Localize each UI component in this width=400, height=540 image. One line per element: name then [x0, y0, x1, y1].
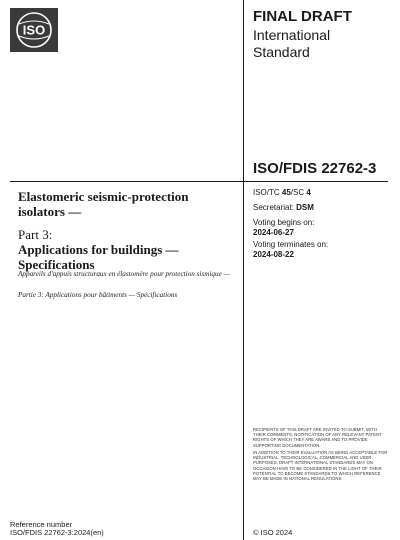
patent-notice: RECIPIENTS OF THIS DRAFT ARE INVITED TO SUBMIT, WITH THEIR COMMENTS, NOTIFICATION OF ANY RELEVANT PATENT RIGHTS OF WHICH THEY ARE AWARE AND TO PROVIDE SUPPORTING DOCUMENTATION.: [253, 427, 382, 448]
voting-begins-date: 2024-06-27: [253, 228, 294, 237]
committee-prefix: ISO/TC: [253, 188, 282, 197]
part-title: Applications for buildings — Specifications: [18, 242, 179, 272]
secretariat-value: DSM: [296, 203, 314, 212]
voting-terminates-label: Voting terminates on:: [253, 240, 329, 249]
committee-sep: /SC: [290, 188, 307, 197]
vertical-divider: [243, 0, 244, 540]
regulation-notice: IN ADDITION TO THEIR EVALUATION AS BEING ACCEPTABLE FOR INDUSTRIAL, TECHNOLOGICAL, COMMERCIAL AND USER PURPOSES, DRAFT INTERNATIONAL STANDARDS MAY ON OCCASION HAVE TO BE CONSIDERED IN THE LIGHT OF THEIR POTENTIAL TO BECOME STANDARDS TO WHICH REFERENCE MAY BE MADE IN NATIONAL REGULATIONS.: [253, 450, 388, 482]
committee: [253, 188, 393, 198]
committee-sc: 4: [306, 188, 311, 197]
french-main-title: Appareils d'appuis structuraux en élastomère pour protection sismique —: [18, 270, 230, 278]
iso-logo: [10, 8, 58, 52]
copyright: © ISO 2024: [253, 528, 293, 537]
document-number: ISO/FDIS 22762-3: [253, 160, 377, 177]
voting-terminates-date: 2024-08-22: [253, 250, 294, 259]
secretariat: [253, 203, 393, 213]
iso-logo-icon: [10, 8, 58, 52]
doc-type-line1: International: [253, 27, 331, 43]
doc-type-line2: Standard: [253, 44, 310, 60]
logo-text: ISO: [22, 22, 46, 38]
header-divider: [10, 181, 388, 182]
voting-begins-label: Voting begins on:: [253, 218, 315, 227]
committee-tc: 45: [281, 188, 291, 197]
doc-type: [253, 27, 393, 61]
reference-number: ISO/FDIS 22762-3:2024(en): [10, 528, 104, 537]
reference-label: Reference number: [10, 520, 73, 529]
french-part-title: Partie 3: Applications pour bâtiments — Spécifications: [18, 291, 178, 299]
part-label: Part 3:: [18, 227, 53, 242]
status-label: FINAL DRAFT: [253, 8, 352, 25]
voting-terminates: [253, 240, 393, 260]
secretariat-label: Secretariat:: [253, 203, 297, 212]
voting-begins: [253, 218, 393, 238]
main-title: Elastomeric seismic-protection isolators —: [18, 189, 189, 219]
